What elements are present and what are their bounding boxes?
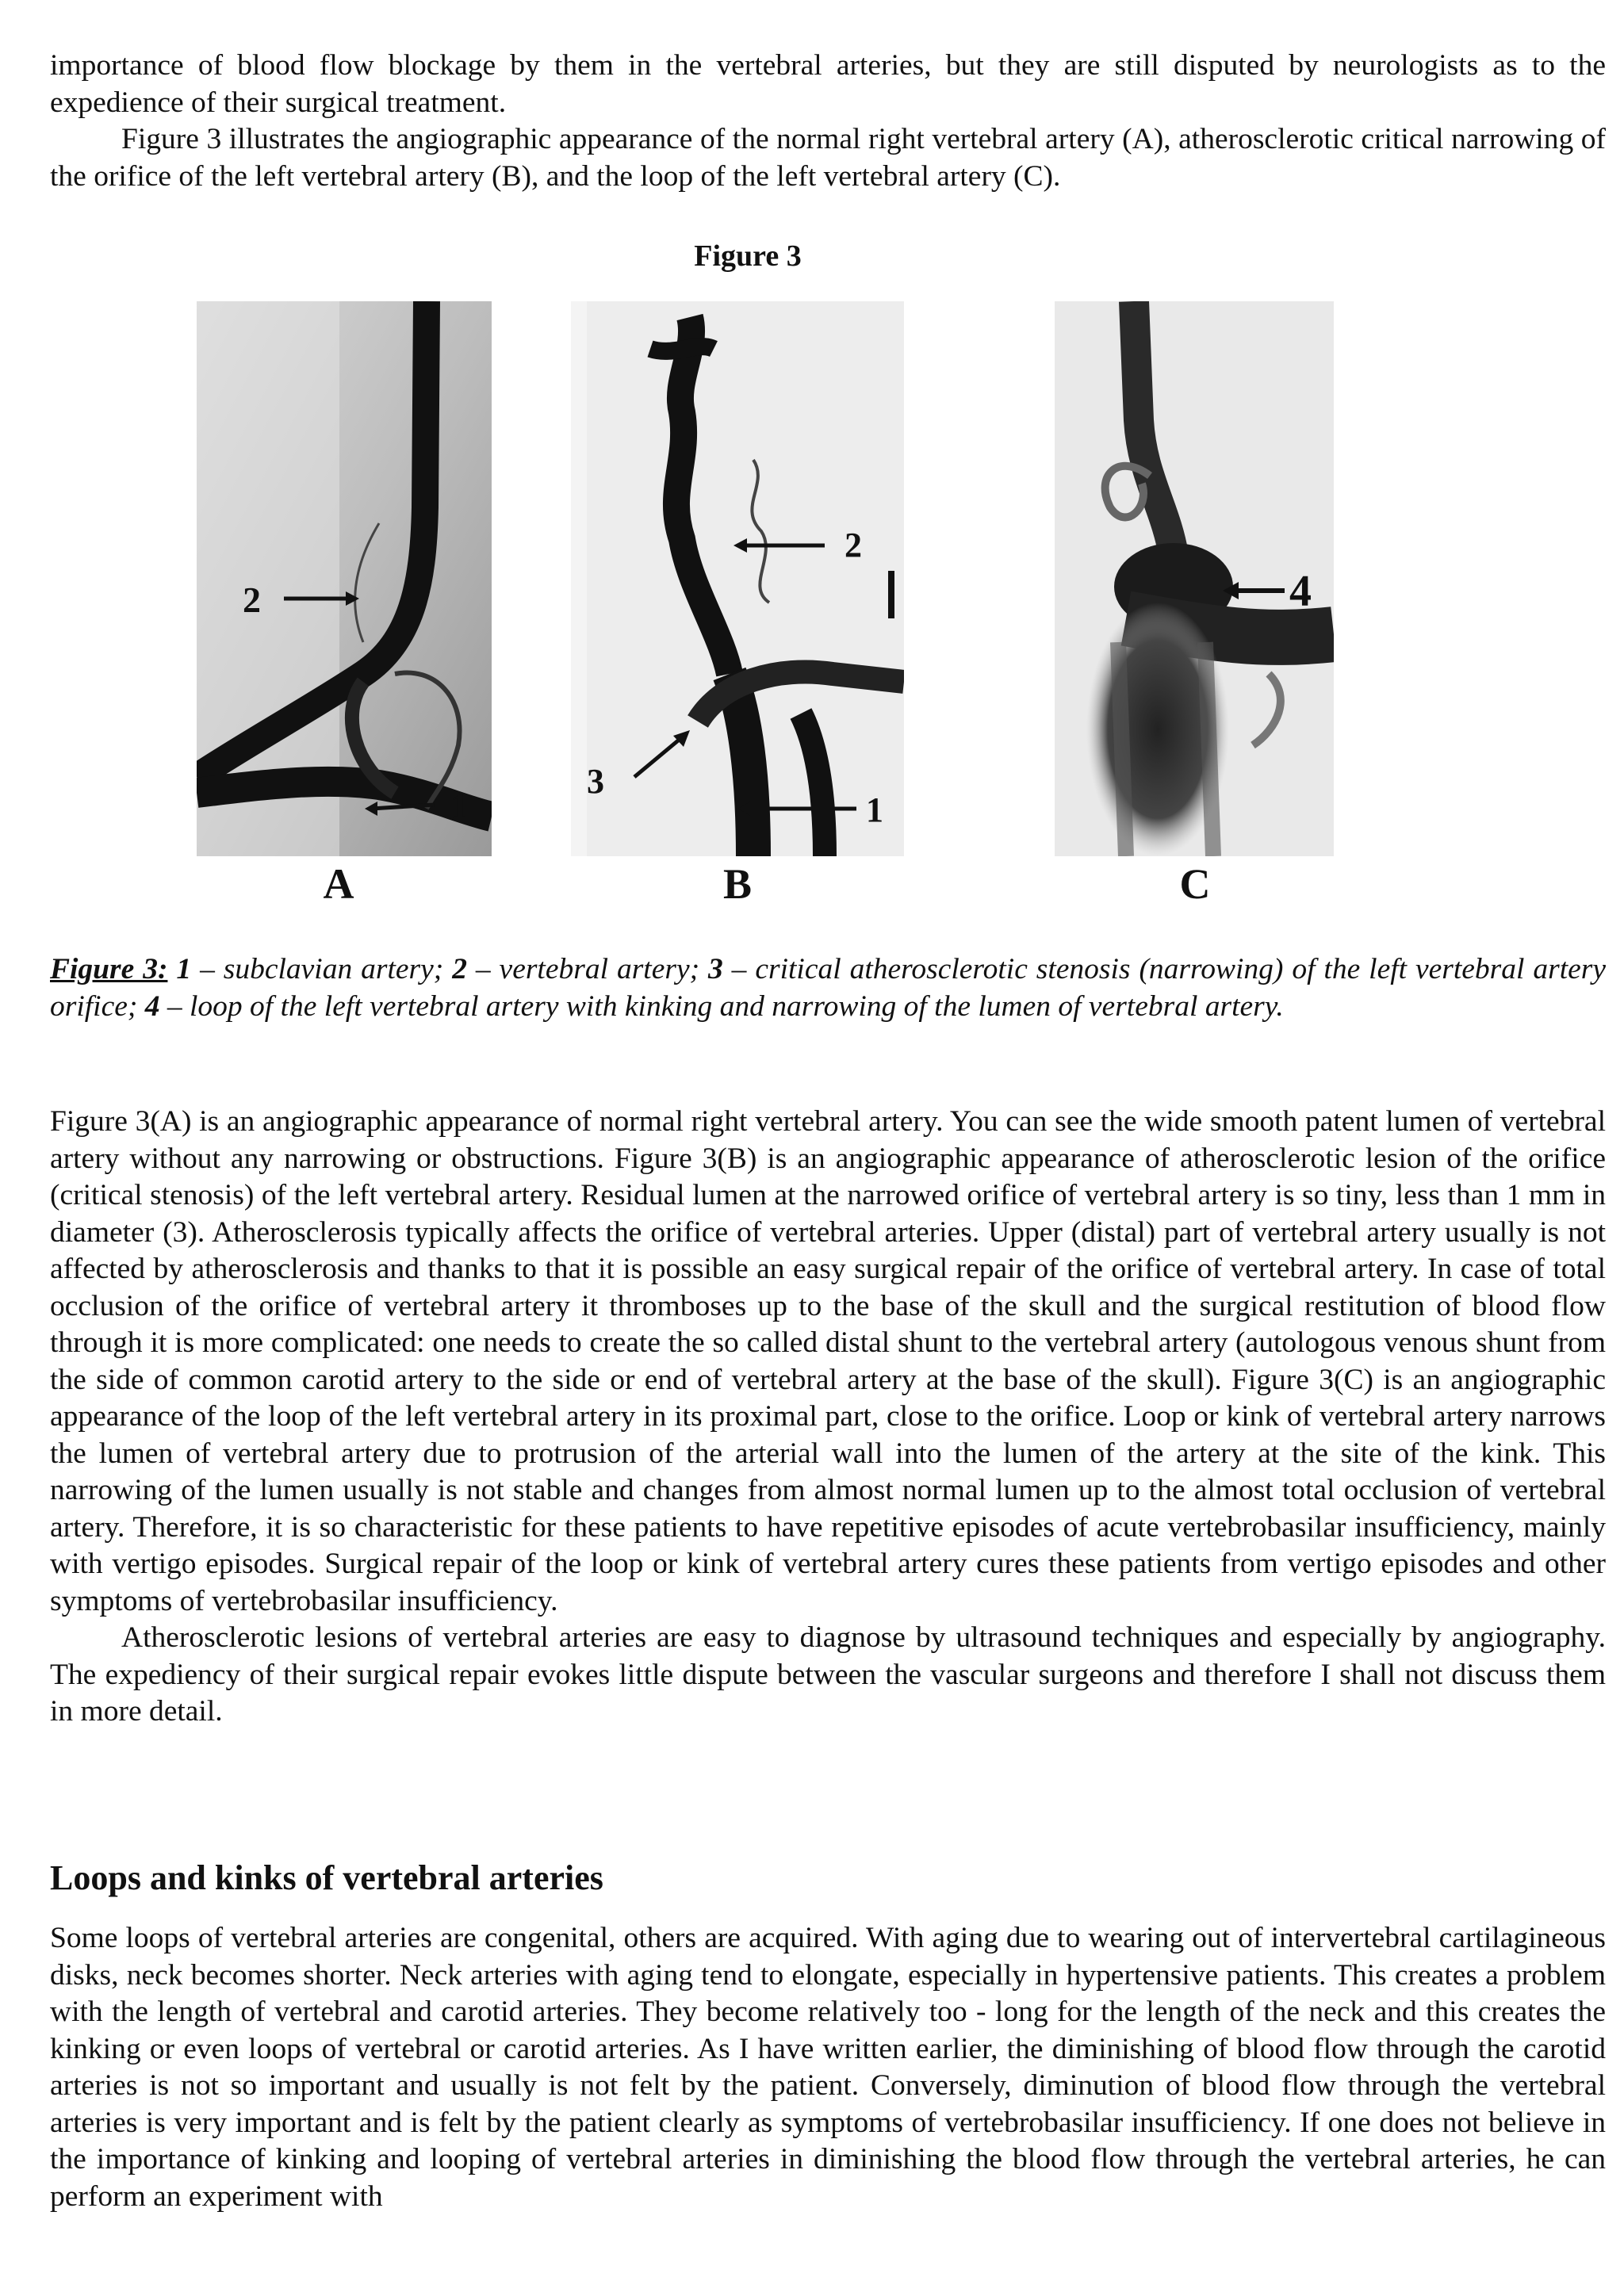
section-heading: Loops and kinks of vertebral arteries [50,1858,603,1897]
section-block [50,1857,1606,2215]
intro-text [50,48,1606,195]
marker-label: 4 [1289,567,1312,616]
angiogram-c-image [1055,301,1334,856]
caption-text: – vertebral artery; [466,953,708,985]
panel-label-a: A [323,860,354,908]
marker-label: 1 [866,790,883,829]
caption-number: 2 [452,953,467,985]
angiogram-panel-c [1055,301,1334,856]
marker-label: 2 [243,580,261,620]
caption-text: – subclavian artery; [191,953,453,985]
angiogram-panel-a [197,301,492,856]
marker-label: 2 [845,526,862,564]
caption-text: – loop of the left vertebral artery with kinking and narrowing of the lumen of vertebral artery. [159,989,1284,1023]
body-text [50,1104,1606,1731]
caption-number: 1 [176,953,192,985]
figure-title: Figure 3 [694,239,802,273]
caption-lead: Figure 3: [50,953,168,985]
angiogram-b-image [571,301,904,856]
caption-number: 4 [144,989,160,1023]
body-paragraph-2: Atherosclerotic lesions of vertebral arteries are easy to diagnose by ultrasound techniques and especially by angiography. The expediency of their surgical repair evokes little dispute between the vascular surgeons and therefore I shall not discuss them in more detail. [50,1621,1606,1728]
marker-label: 1 [450,786,469,826]
section-paragraph: Some loops of vertebral arteries are congenital, others are acquired. With aging due to wearing out of intervertebral cartilagineous disks, neck becomes shorter. Neck arteries with aging tend to elongate, especially in hypertensive patients. This creates a problem with the length of vertebral and carotid arteries. They become relatively too - long for the length of the neck and this creates the kinking or even loops of vertebral or carotid arteries. As I have written earlier, the diminishing of blood flow through the carotid arteries is not so important and usually is not felt by the patient. Conversely, diminution of blood flow through the vertebral arteries is very important and is felt by the patient clearly as symptoms of vertebrobasilar insufficiency. If one does not believe in the importance of kinking and looping of vertebral arteries in diminishing the blood flow through the vertebral arteries, he can perform an experiment with [50,1922,1606,2213]
marker-label: 3 [587,762,604,801]
intro-paragraph-2: Figure 3 illustrates the angiographic appearance of the normal right vertebral artery (A), atherosclerotic critical narrowing of the orifice of the left vertebral artery (B), and the loop of the left vertebral artery (C). [50,123,1606,193]
intro-paragraph-1: importance of blood flow blockage by them in the vertebral arteries, but they are still disputed by neurologists as to the expedience of their surgical treatment. [50,49,1606,119]
caption-number: 3 [708,953,723,985]
figure-caption [50,951,1606,1025]
angiogram-panel-b [571,301,904,856]
panel-label-c: C [1179,860,1211,908]
panel-label-b: B [722,860,753,908]
angiogram-a-image [197,301,492,856]
body-paragraph-1: Figure 3(A) is an angiographic appearance of normal right vertebral artery. You can see the wide smooth patent lumen of vertebral artery without any narrowing or obstructions. Figure 3(B) is an angiographic appearance of atherosclerotic lesion of the orifice (critical stenosis) of the left vertebral artery. Residual lumen at the narrowed orifice of vertebral artery is so tiny, less than 1 mm in diameter (3). Atherosclerosis typically affects the orifice of vertebral arteries. Upper (distal) part of vertebral artery usually is not affected by atherosclerosis and thanks to that it is possible an easy surgical repair of the orifice of vertebral artery. In case of total occlusion of the orifice of vertebral artery it thromboses up to the base of the skull and the surgical restitution of blood flow through it is more complicated: one needs to create the so called distal shunt to the vertebral artery (autologous venous shunt from the side of common carotid artery to the side or end of vertebral artery at the base of the skull). Figure 3(C) is an angiographic appearance of the loop of the left vertebral artery in its proximal part, close to the orifice. Loop or kink of vertebral artery narrows the lumen of vertebral artery due to protrusion of the arterial wall into the lumen of the artery at the site of the kink. This narrowing of the lumen usually is not stable and changes from almost normal lumen up to the almost total occlusion of vertebral artery. Therefore, it is so characteristic for these patients to have repetitive episodes of acute vertebrobasilar insufficiency, mainly with vertigo episodes. Surgical repair of the loop or kink of vertebral artery cures these patients from vertigo episodes and other symptoms of vertebrobasilar insufficiency. [50,1105,1606,1617]
caption-text: – critical atherosclerotic stenosis (narrowing) of the left vertebral artery orifice; [50,953,1607,1023]
